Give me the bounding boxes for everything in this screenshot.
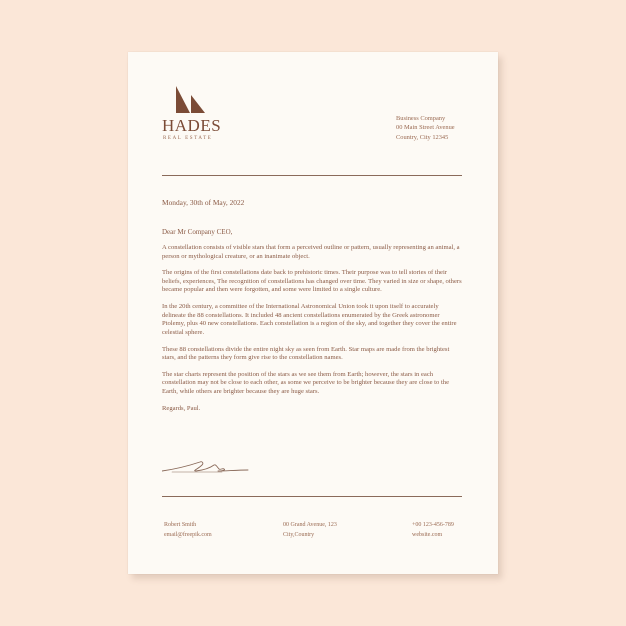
letter-paragraph: In the 20th century, a committee of the International Astronomical Union took it upon itself to accurately delineate the 88 constellations. It included 48 ancient constellations enumerated by the Greek astronomer Ptolemy, plus 40 new constellations. Each constellation is a region of the sky, and together they cover the entire celestial sphere. bbox=[162, 303, 457, 336]
header-divider bbox=[162, 175, 462, 176]
letter-body bbox=[162, 228, 462, 421]
company-address bbox=[396, 114, 455, 142]
letter-paragraph: These 88 constellations divide the entire night sky as seen from Earth. Star maps are made from the brightest stars, and the patterns they form give rise to the constellation names. bbox=[162, 345, 450, 362]
footer-address-line2: City,Country bbox=[283, 531, 315, 538]
letter-paragraph: The origins of the first constellations date back to prehistoric times. Their purpose was to tell stories of their beliefs, experiences, The recognition of constellations has changed over time. They varied in size or shape, others became popular and then were forgotten, and some were limited to a single culture. bbox=[162, 269, 462, 294]
letter-greeting: Dear Mr Company CEO, bbox=[162, 228, 233, 236]
brand-name: HADES bbox=[162, 116, 222, 135]
sail-logo-icon bbox=[176, 86, 206, 114]
footer-phone-web bbox=[412, 521, 454, 540]
footer-contact-person bbox=[164, 521, 212, 540]
footer-address bbox=[283, 521, 337, 540]
letter-date: Monday, 30th of May, 2022 bbox=[162, 198, 245, 207]
company-city: Country, City 12345 bbox=[396, 133, 449, 141]
handwritten-signature bbox=[162, 460, 252, 481]
company-street: 00 Main Street Avenue bbox=[396, 124, 455, 132]
letterhead-page bbox=[128, 52, 498, 574]
footer-address-line1: 00 Grand Avenue, 123 bbox=[283, 522, 337, 528]
letter-paragraph: A constellation consists of visible stars that form a perceived outline or pattern, usually representing an animal, a person or mythological creature, or an inanimate object. bbox=[162, 243, 460, 260]
footer-website[interactable]: website.com bbox=[412, 531, 443, 538]
footer-phone: +00 123-456-789 bbox=[412, 522, 454, 528]
footer-email[interactable]: email@freepik.com bbox=[164, 531, 212, 538]
footer-name: Robert Smith bbox=[164, 522, 197, 528]
brand-tagline: REAL ESTATE bbox=[163, 136, 213, 141]
footer-divider bbox=[162, 496, 462, 497]
company-name: Business Company bbox=[396, 115, 446, 122]
letter-paragraph: The star charts represent the position of the stars as we see them from Earth; however, the stars in each constellation may not be close to each other, as some we perceive to be brighter because they are close to the Earth, while others are brighter because they are huge stars. bbox=[162, 370, 450, 396]
letter-closing: Regards, Paul. bbox=[162, 404, 201, 412]
